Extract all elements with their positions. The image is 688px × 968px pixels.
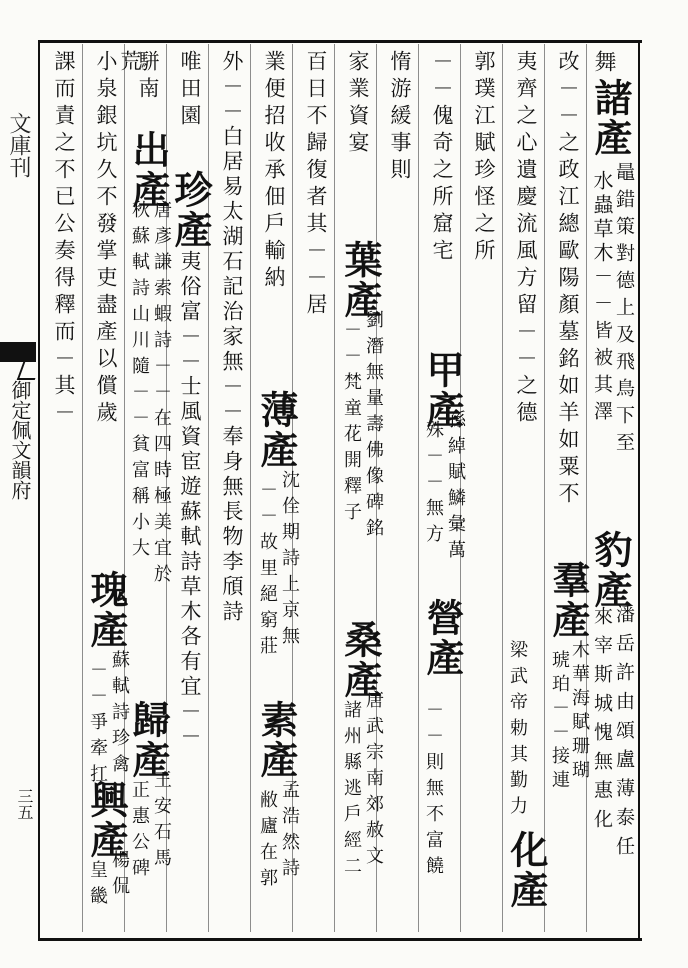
text-line: 荒 xyxy=(118,50,142,77)
text-snippet: 正惠公碑 xyxy=(129,780,150,884)
text-snippet: 水蟲草木 xyxy=(590,170,614,266)
text-snippet: 梁武帝勅其勤力 xyxy=(507,640,528,822)
text-line: 夷俗富－－士風資宦遊蘇軾詩草木各有宜－－ xyxy=(178,250,202,750)
text-line: 唯田園 xyxy=(178,50,202,131)
text-snippet: －－梵童花開釋子 xyxy=(341,320,362,528)
headword: 桑產 xyxy=(338,620,383,700)
text-snippet: 楊侃 xyxy=(109,850,130,902)
headword: 出產 xyxy=(126,130,171,210)
book-title: 御定佩文韻府 xyxy=(8,380,32,500)
text-snippet: 唐武宗南郊赦文 xyxy=(363,690,384,872)
text-snippet: 蘇軾詩珍禽 xyxy=(109,650,130,780)
text-line: 課而責之不已公奏得釋而－其－ xyxy=(52,50,76,428)
text-line: 惰游緩事則 xyxy=(388,50,412,185)
text-snippet: 諸州縣逃戶經二 xyxy=(341,700,362,882)
headword: 興產 xyxy=(84,780,129,860)
text-snippet: 鼂錯策對德上及飛鳥下至 xyxy=(613,162,635,459)
headword: 諸產 xyxy=(588,78,633,158)
headword: 歸產 xyxy=(126,700,171,780)
text-line: 業便招收承佃戶輸納 xyxy=(262,50,286,293)
text-line: 外－－白居易太湖石記治家無－－奉身無長物李頎詩 xyxy=(220,50,244,625)
text-snippet: －－故里絕窮莊 xyxy=(257,480,278,662)
text-snippet: 孟浩然詩 xyxy=(279,780,300,884)
margin-fragment: 文庫刊 xyxy=(6,112,31,178)
headword: 葉產 xyxy=(338,240,383,320)
text-snippet: 沈佺期詩上京無 xyxy=(279,470,300,652)
text-snippet: 秋蘇軾詩山川隨－－貧富稱小大 xyxy=(129,200,150,564)
text-snippet: 唐彥謙索蝦詩－－在四時極美宜於 xyxy=(151,200,172,590)
text-line: 家業資宴 xyxy=(346,50,370,158)
text-snippet: 王安石馬 xyxy=(151,770,172,874)
text-line: 夷齊之心遺慶流風方留－－之德 xyxy=(514,50,538,428)
text-snippet: 木華海賦珊瑚 xyxy=(569,640,590,784)
headword: 甲產 xyxy=(420,350,465,430)
text-line: 小泉銀坑久不發掌吏盡產以償歲 xyxy=(94,50,118,428)
text-snippet: 敝廬在郭 xyxy=(257,790,278,894)
headword: 化產 xyxy=(504,830,549,910)
text-snippet: 孫綽賦鱗彙萬 xyxy=(445,410,466,566)
headword: 羣產 xyxy=(546,560,591,640)
headword: 營產 xyxy=(420,598,465,678)
margin-tab xyxy=(0,342,36,362)
text-line: 郭璞江賦珍怪之所 xyxy=(472,50,496,266)
headword: 薄產 xyxy=(254,390,299,470)
page-frame-right xyxy=(638,40,640,938)
text-snippet: 殊－－無方 xyxy=(423,420,444,550)
text-snippet: －－則無不富饒 xyxy=(423,700,444,882)
text-snippet: －－爭牽扛 xyxy=(87,660,108,790)
text-snippet: －－皆被其澤 xyxy=(591,266,613,428)
headword: 瑰產 xyxy=(84,570,129,650)
page-number: 三五 xyxy=(15,788,34,820)
text-line: 改－－之政江總歐陽顏墓銘如羊如粟不 xyxy=(556,50,580,509)
text-snippet: 劉潛無量壽佛像碑銘 xyxy=(363,310,384,544)
left-margin xyxy=(0,40,36,935)
headword: 豹產 xyxy=(588,530,633,610)
text-snippet: 琥珀－－接連 xyxy=(549,650,570,794)
text-char: 舞 xyxy=(591,50,616,76)
text-snippet: 皇畿 xyxy=(87,860,108,912)
text-line: －－傀奇之所窟宅 xyxy=(430,50,454,266)
text-line: 百日不歸復者其－－居 xyxy=(304,50,328,320)
text-snippet: 來宰斯城愧無惠化 xyxy=(591,606,613,838)
headword: 素產 xyxy=(254,700,299,780)
text-line: 駢南 xyxy=(136,50,160,104)
text-snippet: 潘岳許由頌盧薄泰任 xyxy=(613,604,635,865)
headword: 珍產 xyxy=(168,170,213,250)
